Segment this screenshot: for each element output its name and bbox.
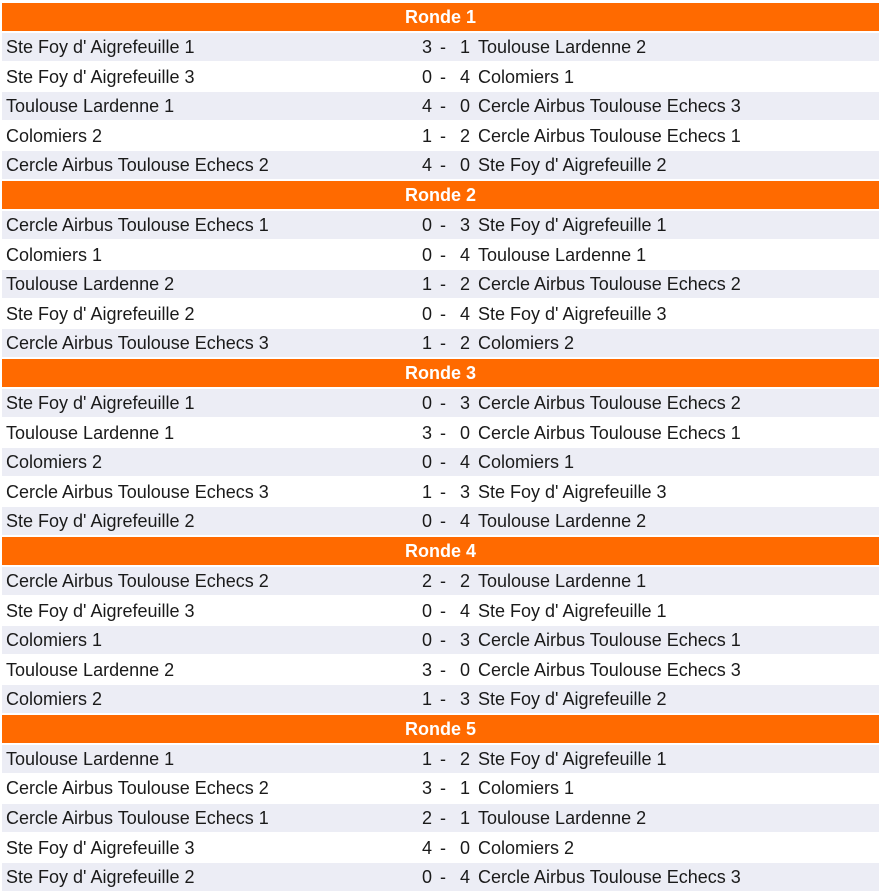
home-score: 0 bbox=[421, 214, 432, 235]
round-header: Ronde 5 bbox=[2, 715, 879, 743]
home-team: Toulouse Lardenne 1 bbox=[6, 422, 175, 443]
match-row bbox=[2, 448, 879, 476]
match-row bbox=[2, 389, 879, 417]
home-score: 4 bbox=[421, 837, 432, 858]
away-score: 1 bbox=[460, 778, 471, 799]
home-score: 0 bbox=[421, 303, 432, 324]
away-team: Cercle Airbus Toulouse Echecs 1 bbox=[478, 630, 741, 651]
away-score: 1 bbox=[460, 37, 471, 57]
away-score: 4 bbox=[460, 303, 471, 324]
home-score: 3 bbox=[421, 778, 432, 799]
away-score: 0 bbox=[460, 155, 471, 176]
home-team: Cercle Airbus Toulouse Echecs 2 bbox=[6, 570, 269, 591]
away-team: Toulouse Lardenne 2 bbox=[478, 511, 647, 532]
score-separator: - bbox=[440, 244, 446, 265]
score-separator: - bbox=[440, 659, 446, 680]
home-team: Ste Foy d' Aigrefeuille 1 bbox=[6, 392, 195, 413]
score-separator: - bbox=[440, 570, 446, 591]
score-separator: - bbox=[440, 214, 446, 235]
away-team: Colomiers 2 bbox=[478, 837, 575, 858]
away-score: 3 bbox=[460, 392, 471, 413]
home-team: Cercle Airbus Toulouse Echecs 2 bbox=[6, 778, 269, 799]
away-team: Colomiers 1 bbox=[478, 778, 575, 799]
match-row bbox=[2, 656, 879, 684]
home-team: Ste Foy d' Aigrefeuille 3 bbox=[6, 66, 195, 87]
away-team: Ste Foy d' Aigrefeuille 2 bbox=[478, 155, 667, 176]
away-score: 4 bbox=[460, 511, 471, 532]
score-separator: - bbox=[440, 452, 446, 473]
away-team: Cercle Airbus Toulouse Echecs 1 bbox=[478, 422, 741, 443]
home-score: 0 bbox=[421, 66, 432, 87]
score-separator: - bbox=[440, 511, 446, 532]
match-row bbox=[2, 211, 879, 239]
score-separator: - bbox=[440, 274, 446, 295]
away-team: Colomiers 1 bbox=[478, 66, 575, 87]
home-score: 1 bbox=[421, 274, 432, 295]
home-team: Colomiers 2 bbox=[6, 452, 103, 473]
away-score: 3 bbox=[460, 214, 471, 235]
match-row bbox=[2, 834, 879, 862]
home-score: 3 bbox=[421, 37, 432, 57]
match-row bbox=[2, 863, 879, 891]
home-team: Cercle Airbus Toulouse Echecs 3 bbox=[6, 481, 269, 502]
home-score: 1 bbox=[421, 125, 432, 146]
away-team: Cercle Airbus Toulouse Echecs 2 bbox=[478, 392, 741, 413]
round-header: Ronde 1 bbox=[2, 3, 879, 31]
away-score: 4 bbox=[460, 66, 471, 87]
away-team: Toulouse Lardenne 2 bbox=[478, 808, 647, 829]
round-header: Ronde 4 bbox=[2, 537, 879, 565]
home-score: 1 bbox=[421, 333, 432, 354]
score-separator: - bbox=[440, 37, 446, 57]
score-separator: - bbox=[440, 66, 446, 87]
home-team: Ste Foy d' Aigrefeuille 2 bbox=[6, 303, 195, 324]
score-separator: - bbox=[440, 422, 446, 443]
home-team: Toulouse Lardenne 1 bbox=[6, 96, 175, 117]
home-team: Ste Foy d' Aigrefeuille 2 bbox=[6, 511, 195, 532]
home-team: Toulouse Lardenne 2 bbox=[6, 659, 175, 680]
home-score: 0 bbox=[421, 600, 432, 621]
home-team: Ste Foy d' Aigrefeuille 2 bbox=[6, 867, 195, 888]
match-row bbox=[2, 122, 879, 150]
home-score: 3 bbox=[421, 422, 432, 443]
away-team: Toulouse Lardenne 2 bbox=[478, 37, 647, 57]
home-team: Colomiers 2 bbox=[6, 125, 103, 146]
match-row bbox=[2, 685, 879, 713]
away-score: 3 bbox=[460, 630, 471, 651]
match-row bbox=[2, 478, 879, 506]
match-row bbox=[2, 745, 879, 773]
home-score: 0 bbox=[421, 867, 432, 888]
away-score: 4 bbox=[460, 244, 471, 265]
match-row bbox=[2, 151, 879, 179]
away-team: Cercle Airbus Toulouse Echecs 3 bbox=[478, 659, 741, 680]
rounds-table bbox=[2, 3, 879, 893]
away-score: 2 bbox=[460, 748, 471, 769]
away-team: Colomiers 1 bbox=[478, 452, 575, 473]
away-team: Ste Foy d' Aigrefeuille 1 bbox=[478, 214, 667, 235]
match-row bbox=[2, 241, 879, 269]
match-row bbox=[2, 329, 879, 357]
away-score: 3 bbox=[460, 481, 471, 502]
home-team: Toulouse Lardenne 2 bbox=[6, 274, 175, 295]
round-header: Ronde 3 bbox=[2, 359, 879, 387]
home-team: Colomiers 2 bbox=[6, 689, 103, 710]
home-score: 0 bbox=[421, 244, 432, 265]
match-row bbox=[2, 567, 879, 595]
home-score: 1 bbox=[421, 689, 432, 710]
score-separator: - bbox=[440, 630, 446, 651]
away-team: Ste Foy d' Aigrefeuille 1 bbox=[478, 600, 667, 621]
match-row bbox=[2, 774, 879, 802]
away-team: Ste Foy d' Aigrefeuille 3 bbox=[478, 481, 667, 502]
home-team: Cercle Airbus Toulouse Echecs 1 bbox=[6, 214, 269, 235]
match-row bbox=[2, 507, 879, 535]
away-score: 2 bbox=[460, 125, 471, 146]
match-row bbox=[2, 626, 879, 654]
match-row bbox=[2, 597, 879, 625]
away-team: Cercle Airbus Toulouse Echecs 3 bbox=[478, 867, 741, 888]
score-separator: - bbox=[440, 303, 446, 324]
match-row bbox=[2, 419, 879, 447]
away-team: Colomiers 2 bbox=[478, 333, 575, 354]
match-row bbox=[2, 804, 879, 832]
home-score: 4 bbox=[421, 155, 432, 176]
match-row bbox=[2, 92, 879, 120]
score-separator: - bbox=[440, 392, 446, 413]
home-team: Cercle Airbus Toulouse Echecs 3 bbox=[6, 333, 269, 354]
home-score: 3 bbox=[421, 659, 432, 680]
score-separator: - bbox=[440, 96, 446, 117]
home-score: 2 bbox=[421, 570, 432, 591]
away-team: Cercle Airbus Toulouse Echecs 3 bbox=[478, 96, 741, 117]
away-team: Toulouse Lardenne 1 bbox=[478, 244, 647, 265]
score-separator: - bbox=[440, 748, 446, 769]
away-score: 0 bbox=[460, 837, 471, 858]
score-separator: - bbox=[440, 867, 446, 888]
away-team: Ste Foy d' Aigrefeuille 2 bbox=[478, 689, 667, 710]
away-score: 4 bbox=[460, 452, 471, 473]
home-score: 1 bbox=[421, 748, 432, 769]
home-score: 0 bbox=[421, 452, 432, 473]
home-score: 0 bbox=[421, 511, 432, 532]
away-team: Toulouse Lardenne 1 bbox=[478, 570, 647, 591]
home-score: 1 bbox=[421, 481, 432, 502]
score-separator: - bbox=[440, 333, 446, 354]
home-team: Cercle Airbus Toulouse Echecs 2 bbox=[6, 155, 269, 176]
away-score: 4 bbox=[460, 867, 471, 888]
score-separator: - bbox=[440, 600, 446, 621]
home-score: 0 bbox=[421, 630, 432, 651]
home-team: Cercle Airbus Toulouse Echecs 1 bbox=[6, 808, 269, 829]
home-team: Ste Foy d' Aigrefeuille 1 bbox=[6, 37, 195, 57]
away-team: Cercle Airbus Toulouse Echecs 2 bbox=[478, 274, 741, 295]
away-score: 4 bbox=[460, 600, 471, 621]
match-row bbox=[2, 300, 879, 328]
away-score: 2 bbox=[460, 274, 471, 295]
away-team: Ste Foy d' Aigrefeuille 1 bbox=[478, 748, 667, 769]
home-team: Colomiers 1 bbox=[6, 630, 103, 651]
score-separator: - bbox=[440, 155, 446, 176]
score-separator: - bbox=[440, 125, 446, 146]
match-row bbox=[2, 33, 879, 61]
score-separator: - bbox=[440, 837, 446, 858]
home-score: 4 bbox=[421, 96, 432, 117]
home-score: 0 bbox=[421, 392, 432, 413]
match-row bbox=[2, 63, 879, 91]
away-score: 0 bbox=[460, 422, 471, 443]
home-team: Ste Foy d' Aigrefeuille 3 bbox=[6, 837, 195, 858]
home-team: Toulouse Lardenne 1 bbox=[6, 748, 175, 769]
away-score: 3 bbox=[460, 689, 471, 710]
away-score: 2 bbox=[460, 333, 471, 354]
away-score: 0 bbox=[460, 96, 471, 117]
score-separator: - bbox=[440, 689, 446, 710]
score-separator: - bbox=[440, 808, 446, 829]
away-team: Ste Foy d' Aigrefeuille 3 bbox=[478, 303, 667, 324]
away-score: 0 bbox=[460, 659, 471, 680]
away-score: 2 bbox=[460, 570, 471, 591]
home-score: 2 bbox=[421, 808, 432, 829]
round-header: Ronde 2 bbox=[2, 181, 879, 209]
away-score: 1 bbox=[460, 808, 471, 829]
home-team: Ste Foy d' Aigrefeuille 3 bbox=[6, 600, 195, 621]
home-team: Colomiers 1 bbox=[6, 244, 103, 265]
score-separator: - bbox=[440, 778, 446, 799]
away-team: Cercle Airbus Toulouse Echecs 1 bbox=[478, 125, 741, 146]
score-separator: - bbox=[440, 481, 446, 502]
match-row bbox=[2, 270, 879, 298]
